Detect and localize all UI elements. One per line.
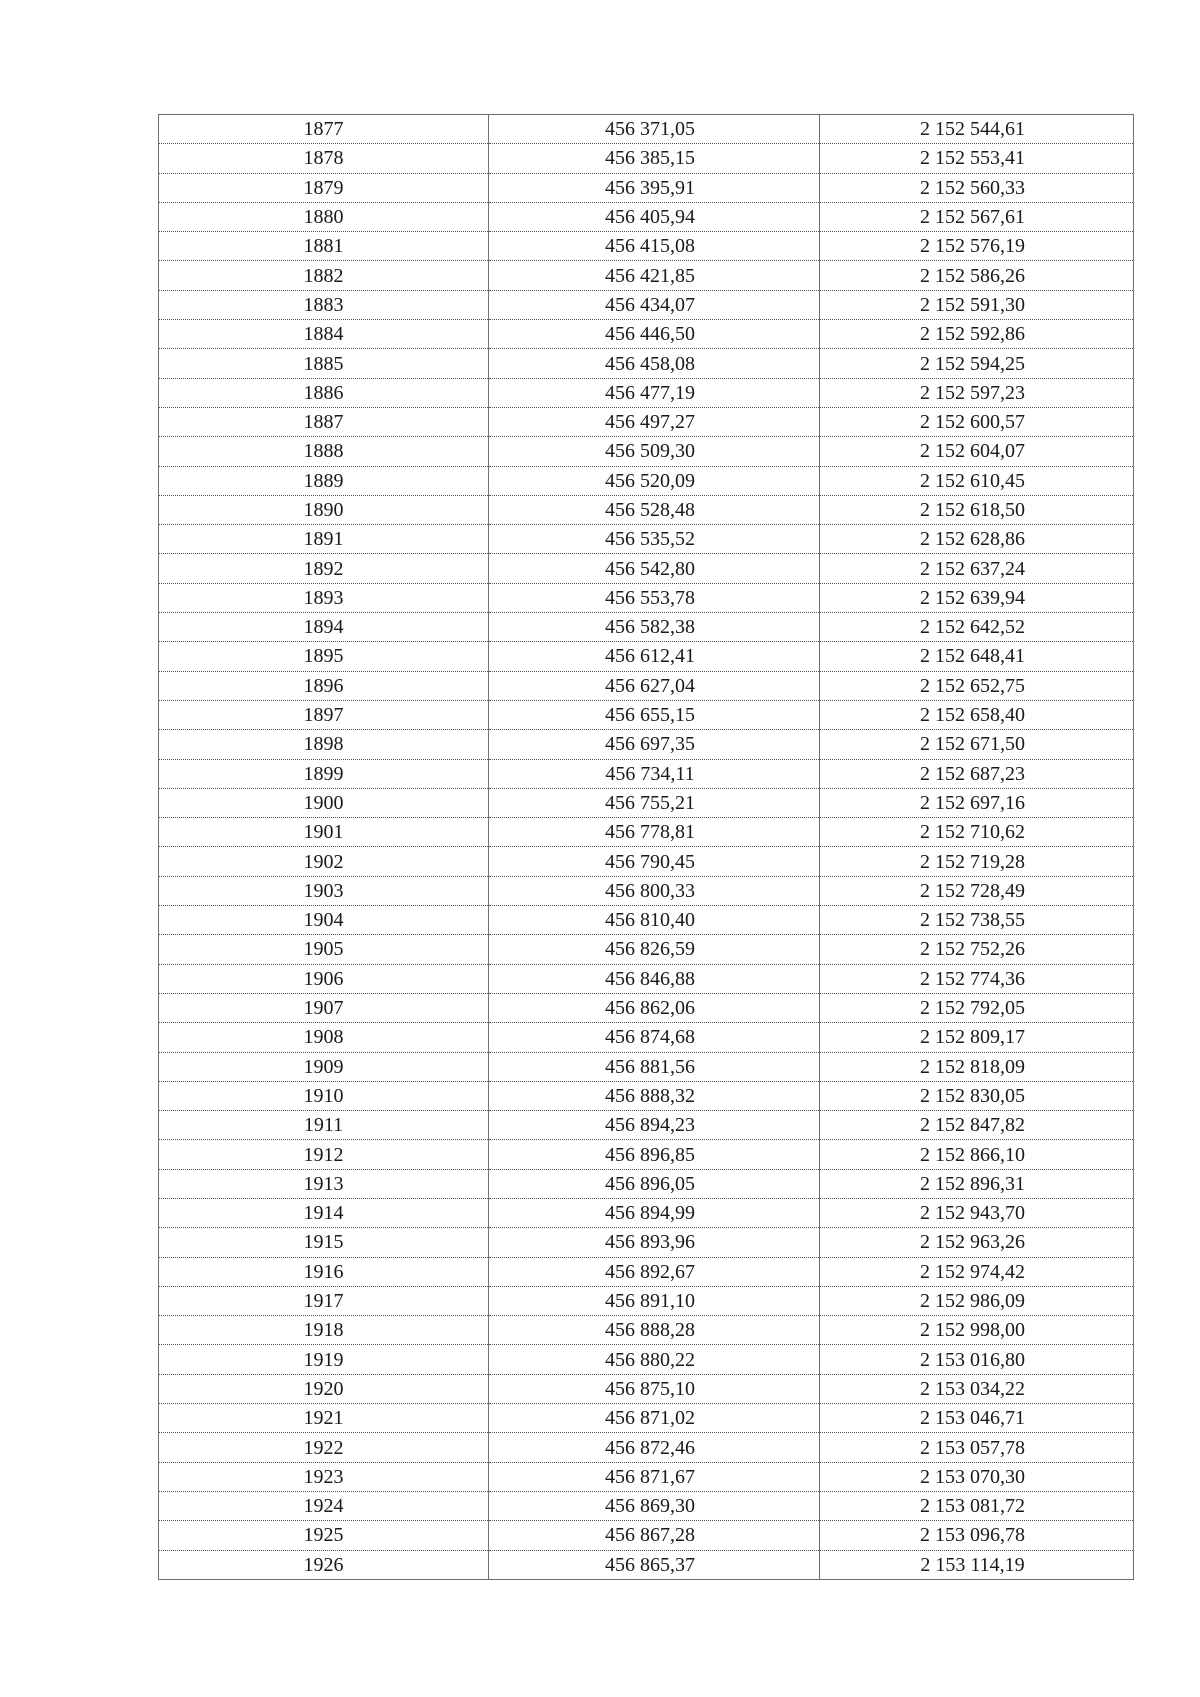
table-row [159, 613, 1134, 642]
point-number-cell: 1914 [159, 1198, 489, 1227]
y-coordinate-cell: 456 655,15 [489, 700, 820, 729]
table-row [159, 1228, 1134, 1257]
x-coordinate-cell: 2 152 671,50 [820, 730, 1134, 759]
y-coordinate-cell: 456 862,06 [489, 993, 820, 1022]
table-row [159, 495, 1134, 524]
y-coordinate-cell: 456 896,05 [489, 1169, 820, 1198]
x-coordinate-cell: 2 153 046,71 [820, 1404, 1134, 1433]
y-coordinate-cell: 456 395,91 [489, 173, 820, 202]
x-coordinate-cell: 2 152 986,09 [820, 1286, 1134, 1315]
x-coordinate-cell: 2 152 586,26 [820, 261, 1134, 290]
coordinates-table [158, 114, 1134, 1580]
table-row [159, 1286, 1134, 1315]
x-coordinate-cell: 2 152 658,40 [820, 700, 1134, 729]
table-row [159, 1111, 1134, 1140]
x-coordinate-cell: 2 153 096,78 [820, 1521, 1134, 1550]
table-row [159, 378, 1134, 407]
table-row [159, 1169, 1134, 1198]
point-number-cell: 1904 [159, 906, 489, 935]
x-coordinate-cell: 2 152 830,05 [820, 1081, 1134, 1110]
x-coordinate-cell: 2 152 719,28 [820, 847, 1134, 876]
x-coordinate-cell: 2 152 710,62 [820, 818, 1134, 847]
x-coordinate-cell: 2 152 544,61 [820, 115, 1134, 144]
x-coordinate-cell: 2 152 809,17 [820, 1023, 1134, 1052]
table-row [159, 1462, 1134, 1491]
point-number-cell: 1898 [159, 730, 489, 759]
point-number-cell: 1915 [159, 1228, 489, 1257]
table-row [159, 1404, 1134, 1433]
table-row [159, 1345, 1134, 1374]
x-coordinate-cell: 2 152 610,45 [820, 466, 1134, 495]
table-row [159, 788, 1134, 817]
table-row [159, 1491, 1134, 1520]
y-coordinate-cell: 456 888,32 [489, 1081, 820, 1110]
x-coordinate-cell: 2 152 592,86 [820, 320, 1134, 349]
x-coordinate-cell: 2 152 792,05 [820, 993, 1134, 1022]
point-number-cell: 1919 [159, 1345, 489, 1374]
point-number-cell: 1895 [159, 642, 489, 671]
y-coordinate-cell: 456 434,07 [489, 290, 820, 319]
x-coordinate-cell: 2 152 637,24 [820, 554, 1134, 583]
point-number-cell: 1910 [159, 1081, 489, 1110]
table-row [159, 935, 1134, 964]
table-row [159, 1550, 1134, 1579]
x-coordinate-cell: 2 152 974,42 [820, 1257, 1134, 1286]
point-number-cell: 1896 [159, 671, 489, 700]
point-number-cell: 1920 [159, 1374, 489, 1403]
y-coordinate-cell: 456 891,10 [489, 1286, 820, 1315]
y-coordinate-cell: 456 734,11 [489, 759, 820, 788]
point-number-cell: 1900 [159, 788, 489, 817]
y-coordinate-cell: 456 542,80 [489, 554, 820, 583]
point-number-cell: 1917 [159, 1286, 489, 1315]
table-row [159, 1052, 1134, 1081]
point-number-cell: 1881 [159, 232, 489, 261]
point-number-cell: 1892 [159, 554, 489, 583]
table-row [159, 583, 1134, 612]
point-number-cell: 1878 [159, 144, 489, 173]
x-coordinate-cell: 2 152 998,00 [820, 1316, 1134, 1345]
table-row [159, 642, 1134, 671]
x-coordinate-cell: 2 152 687,23 [820, 759, 1134, 788]
x-coordinate-cell: 2 152 600,57 [820, 407, 1134, 436]
table-row [159, 349, 1134, 378]
point-number-cell: 1916 [159, 1257, 489, 1286]
x-coordinate-cell: 2 153 114,19 [820, 1550, 1134, 1579]
y-coordinate-cell: 456 846,88 [489, 964, 820, 993]
table-row [159, 818, 1134, 847]
table-row [159, 1198, 1134, 1227]
x-coordinate-cell: 2 152 752,26 [820, 935, 1134, 964]
point-number-cell: 1889 [159, 466, 489, 495]
table-row [159, 876, 1134, 905]
x-coordinate-cell: 2 153 057,78 [820, 1433, 1134, 1462]
y-coordinate-cell: 456 415,08 [489, 232, 820, 261]
y-coordinate-cell: 456 497,27 [489, 407, 820, 436]
point-number-cell: 1879 [159, 173, 489, 202]
x-coordinate-cell: 2 152 639,94 [820, 583, 1134, 612]
table-row [159, 1081, 1134, 1110]
x-coordinate-cell: 2 152 604,07 [820, 437, 1134, 466]
x-coordinate-cell: 2 152 618,50 [820, 495, 1134, 524]
y-coordinate-cell: 456 627,04 [489, 671, 820, 700]
point-number-cell: 1905 [159, 935, 489, 964]
y-coordinate-cell: 456 385,15 [489, 144, 820, 173]
table-row [159, 1521, 1134, 1550]
x-coordinate-cell: 2 152 567,61 [820, 202, 1134, 231]
x-coordinate-cell: 2 152 642,52 [820, 613, 1134, 642]
y-coordinate-cell: 456 405,94 [489, 202, 820, 231]
y-coordinate-cell: 456 553,78 [489, 583, 820, 612]
y-coordinate-cell: 456 458,08 [489, 349, 820, 378]
y-coordinate-cell: 456 865,37 [489, 1550, 820, 1579]
table-row [159, 847, 1134, 876]
point-number-cell: 1921 [159, 1404, 489, 1433]
table-row [159, 671, 1134, 700]
y-coordinate-cell: 456 790,45 [489, 847, 820, 876]
table-row [159, 1316, 1134, 1345]
point-number-cell: 1899 [159, 759, 489, 788]
point-number-cell: 1924 [159, 1491, 489, 1520]
table-row [159, 290, 1134, 319]
point-number-cell: 1883 [159, 290, 489, 319]
y-coordinate-cell: 456 446,50 [489, 320, 820, 349]
x-coordinate-cell: 2 152 591,30 [820, 290, 1134, 319]
x-coordinate-cell: 2 152 818,09 [820, 1052, 1134, 1081]
y-coordinate-cell: 456 477,19 [489, 378, 820, 407]
table-row [159, 1023, 1134, 1052]
y-coordinate-cell: 456 535,52 [489, 525, 820, 554]
y-coordinate-cell: 456 888,28 [489, 1316, 820, 1345]
point-number-cell: 1908 [159, 1023, 489, 1052]
y-coordinate-cell: 456 872,46 [489, 1433, 820, 1462]
table-row [159, 1257, 1134, 1286]
y-coordinate-cell: 456 421,85 [489, 261, 820, 290]
y-coordinate-cell: 456 520,09 [489, 466, 820, 495]
y-coordinate-cell: 456 894,23 [489, 1111, 820, 1140]
table-row [159, 730, 1134, 759]
point-number-cell: 1907 [159, 993, 489, 1022]
y-coordinate-cell: 456 892,67 [489, 1257, 820, 1286]
x-coordinate-cell: 2 152 560,33 [820, 173, 1134, 202]
x-coordinate-cell: 2 152 697,16 [820, 788, 1134, 817]
table-row [159, 407, 1134, 436]
y-coordinate-cell: 456 810,40 [489, 906, 820, 935]
x-coordinate-cell: 2 153 034,22 [820, 1374, 1134, 1403]
table-row [159, 437, 1134, 466]
table-row [159, 202, 1134, 231]
table-row [159, 466, 1134, 495]
y-coordinate-cell: 456 826,59 [489, 935, 820, 964]
y-coordinate-cell: 456 896,85 [489, 1140, 820, 1169]
table-row [159, 525, 1134, 554]
x-coordinate-cell: 2 152 594,25 [820, 349, 1134, 378]
y-coordinate-cell: 456 528,48 [489, 495, 820, 524]
x-coordinate-cell: 2 152 738,55 [820, 906, 1134, 935]
x-coordinate-cell: 2 152 896,31 [820, 1169, 1134, 1198]
y-coordinate-cell: 456 371,05 [489, 115, 820, 144]
x-coordinate-cell: 2 153 016,80 [820, 1345, 1134, 1374]
table-row [159, 1374, 1134, 1403]
coordinates-table-body [159, 115, 1134, 1580]
y-coordinate-cell: 456 881,56 [489, 1052, 820, 1081]
x-coordinate-cell: 2 152 774,36 [820, 964, 1134, 993]
point-number-cell: 1882 [159, 261, 489, 290]
y-coordinate-cell: 456 880,22 [489, 1345, 820, 1374]
point-number-cell: 1912 [159, 1140, 489, 1169]
table-row [159, 1140, 1134, 1169]
point-number-cell: 1906 [159, 964, 489, 993]
x-coordinate-cell: 2 152 728,49 [820, 876, 1134, 905]
y-coordinate-cell: 456 612,41 [489, 642, 820, 671]
point-number-cell: 1911 [159, 1111, 489, 1140]
point-number-cell: 1885 [159, 349, 489, 378]
point-number-cell: 1890 [159, 495, 489, 524]
y-coordinate-cell: 456 867,28 [489, 1521, 820, 1550]
y-coordinate-cell: 456 582,38 [489, 613, 820, 642]
point-number-cell: 1891 [159, 525, 489, 554]
y-coordinate-cell: 456 871,67 [489, 1462, 820, 1491]
y-coordinate-cell: 456 875,10 [489, 1374, 820, 1403]
point-number-cell: 1886 [159, 378, 489, 407]
y-coordinate-cell: 456 697,35 [489, 730, 820, 759]
y-coordinate-cell: 456 874,68 [489, 1023, 820, 1052]
point-number-cell: 1918 [159, 1316, 489, 1345]
point-number-cell: 1901 [159, 818, 489, 847]
table-row [159, 554, 1134, 583]
table-row [159, 964, 1134, 993]
point-number-cell: 1893 [159, 583, 489, 612]
point-number-cell: 1880 [159, 202, 489, 231]
table-row [159, 261, 1134, 290]
point-number-cell: 1925 [159, 1521, 489, 1550]
x-coordinate-cell: 2 152 628,86 [820, 525, 1134, 554]
table-row [159, 700, 1134, 729]
y-coordinate-cell: 456 871,02 [489, 1404, 820, 1433]
y-coordinate-cell: 456 778,81 [489, 818, 820, 847]
x-coordinate-cell: 2 152 576,19 [820, 232, 1134, 261]
table-row [159, 115, 1134, 144]
table-row [159, 993, 1134, 1022]
y-coordinate-cell: 456 800,33 [489, 876, 820, 905]
point-number-cell: 1887 [159, 407, 489, 436]
table-row [159, 144, 1134, 173]
table-row [159, 320, 1134, 349]
point-number-cell: 1884 [159, 320, 489, 349]
x-coordinate-cell: 2 153 081,72 [820, 1491, 1134, 1520]
point-number-cell: 1902 [159, 847, 489, 876]
y-coordinate-cell: 456 755,21 [489, 788, 820, 817]
point-number-cell: 1888 [159, 437, 489, 466]
x-coordinate-cell: 2 152 652,75 [820, 671, 1134, 700]
x-coordinate-cell: 2 153 070,30 [820, 1462, 1134, 1491]
table-row [159, 906, 1134, 935]
y-coordinate-cell: 456 894,99 [489, 1198, 820, 1227]
point-number-cell: 1909 [159, 1052, 489, 1081]
table-row [159, 1433, 1134, 1462]
x-coordinate-cell: 2 152 648,41 [820, 642, 1134, 671]
y-coordinate-cell: 456 869,30 [489, 1491, 820, 1520]
point-number-cell: 1913 [159, 1169, 489, 1198]
table-row [159, 759, 1134, 788]
y-coordinate-cell: 456 509,30 [489, 437, 820, 466]
x-coordinate-cell: 2 152 597,23 [820, 378, 1134, 407]
point-number-cell: 1903 [159, 876, 489, 905]
x-coordinate-cell: 2 152 553,41 [820, 144, 1134, 173]
point-number-cell: 1894 [159, 613, 489, 642]
point-number-cell: 1926 [159, 1550, 489, 1579]
x-coordinate-cell: 2 152 866,10 [820, 1140, 1134, 1169]
x-coordinate-cell: 2 152 943,70 [820, 1198, 1134, 1227]
point-number-cell: 1877 [159, 115, 489, 144]
point-number-cell: 1897 [159, 700, 489, 729]
table-row [159, 173, 1134, 202]
table-row [159, 232, 1134, 261]
y-coordinate-cell: 456 893,96 [489, 1228, 820, 1257]
x-coordinate-cell: 2 152 963,26 [820, 1228, 1134, 1257]
x-coordinate-cell: 2 152 847,82 [820, 1111, 1134, 1140]
point-number-cell: 1922 [159, 1433, 489, 1462]
point-number-cell: 1923 [159, 1462, 489, 1491]
